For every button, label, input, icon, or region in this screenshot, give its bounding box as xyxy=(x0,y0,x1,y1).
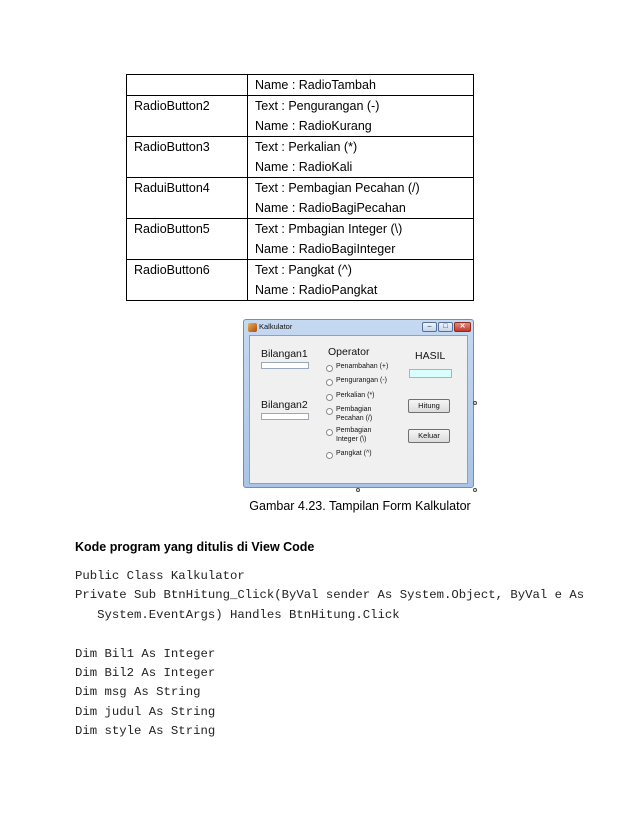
radio-pembagian-pecahan[interactable]: Pembagian Pecahan (/) xyxy=(326,406,372,423)
code-line: Dim msg As String xyxy=(75,685,201,699)
bilangan2-input[interactable] xyxy=(261,413,309,420)
minimize-button[interactable]: – xyxy=(422,322,437,332)
component-cell xyxy=(127,75,248,96)
property-cell: Text : Pembagian Pecahan (/) Name : RadioBagiPecahan xyxy=(248,178,474,219)
table-row xyxy=(127,219,474,260)
property-table xyxy=(126,74,474,301)
code-line: Dim judul As String xyxy=(75,705,216,719)
resize-handle-corner[interactable] xyxy=(473,488,477,492)
maximize-button[interactable]: □ xyxy=(438,322,453,332)
table-row xyxy=(127,75,474,96)
keluar-button[interactable]: Keluar xyxy=(408,429,450,443)
window-title: Kalkulator xyxy=(259,322,293,331)
radio-pengurangan[interactable]: Pengurangan (-) xyxy=(326,377,387,386)
radio-perkalian[interactable]: Perkalian (*) xyxy=(326,392,375,401)
radio-circle-icon xyxy=(326,408,333,415)
radio-pangkat[interactable]: Pangkat (^) xyxy=(326,450,372,459)
app-icon xyxy=(248,323,257,332)
radio-circle-icon xyxy=(326,452,333,459)
property-cell: Text : Pmbagian Integer (\) Name : RadioBagiInteger xyxy=(248,219,474,260)
kalkulator-form-window xyxy=(243,319,474,488)
bilangan2-label: Bilangan2 xyxy=(261,399,308,411)
property-cell: Text : Perkalian (*) Name : RadioKali xyxy=(248,137,474,178)
table-row xyxy=(127,178,474,219)
property-cell: Text : Pengurangan (-) Name : RadioKurang xyxy=(248,96,474,137)
hitung-button[interactable]: Hitung xyxy=(408,399,450,413)
close-button[interactable]: ✕ xyxy=(454,322,471,332)
radio-circle-icon xyxy=(326,365,333,372)
property-cell: Text : Pangkat (^) Name : RadioPangkat xyxy=(248,260,474,301)
component-cell: RaduiButton4 xyxy=(127,178,248,219)
section-title: Kode program yang ditulis di View Code xyxy=(75,540,315,554)
radio-circle-icon xyxy=(326,379,333,386)
code-line: Dim Bil2 As Integer xyxy=(75,666,216,680)
figure-caption: Gambar 4.23. Tampilan Form Kalkulator xyxy=(249,499,471,513)
component-cell: RadioButton6 xyxy=(127,260,248,301)
radio-circle-icon xyxy=(326,394,333,401)
table-row xyxy=(127,137,474,178)
property-cell: Name : RadioTambah xyxy=(248,75,474,96)
resize-handle-bottom[interactable] xyxy=(356,488,360,492)
hasil-label: HASIL xyxy=(415,350,446,362)
component-cell: RadioButton5 xyxy=(127,219,248,260)
table-row xyxy=(127,260,474,301)
component-cell: RadioButton2 xyxy=(127,96,248,137)
radio-penambahan[interactable]: Penambahan (+) xyxy=(326,363,388,372)
resize-handle-right[interactable] xyxy=(473,401,477,405)
radio-pembagian-integer[interactable]: Pembagian Integer (\) xyxy=(326,427,371,444)
bilangan1-input[interactable] xyxy=(261,362,309,369)
code-line: Public Class Kalkulator xyxy=(75,569,245,583)
code-line: Private Sub BtnHitung_Click(ByVal sender As System.Object, ByVal e As xyxy=(75,588,585,602)
bilangan1-label: Bilangan1 xyxy=(261,348,308,360)
window-titlebar xyxy=(244,320,473,335)
code-line: Dim Bil1 As Integer xyxy=(75,647,216,661)
code-line: Dim style As String xyxy=(75,724,216,738)
form-client-area xyxy=(249,335,468,484)
operator-label: Operator xyxy=(328,346,370,358)
code-line: System.EventArgs) Handles BtnHitung.Click xyxy=(75,608,400,622)
radio-circle-icon xyxy=(326,429,333,436)
table-row xyxy=(127,96,474,137)
component-cell: RadioButton3 xyxy=(127,137,248,178)
hasil-output xyxy=(409,369,452,378)
